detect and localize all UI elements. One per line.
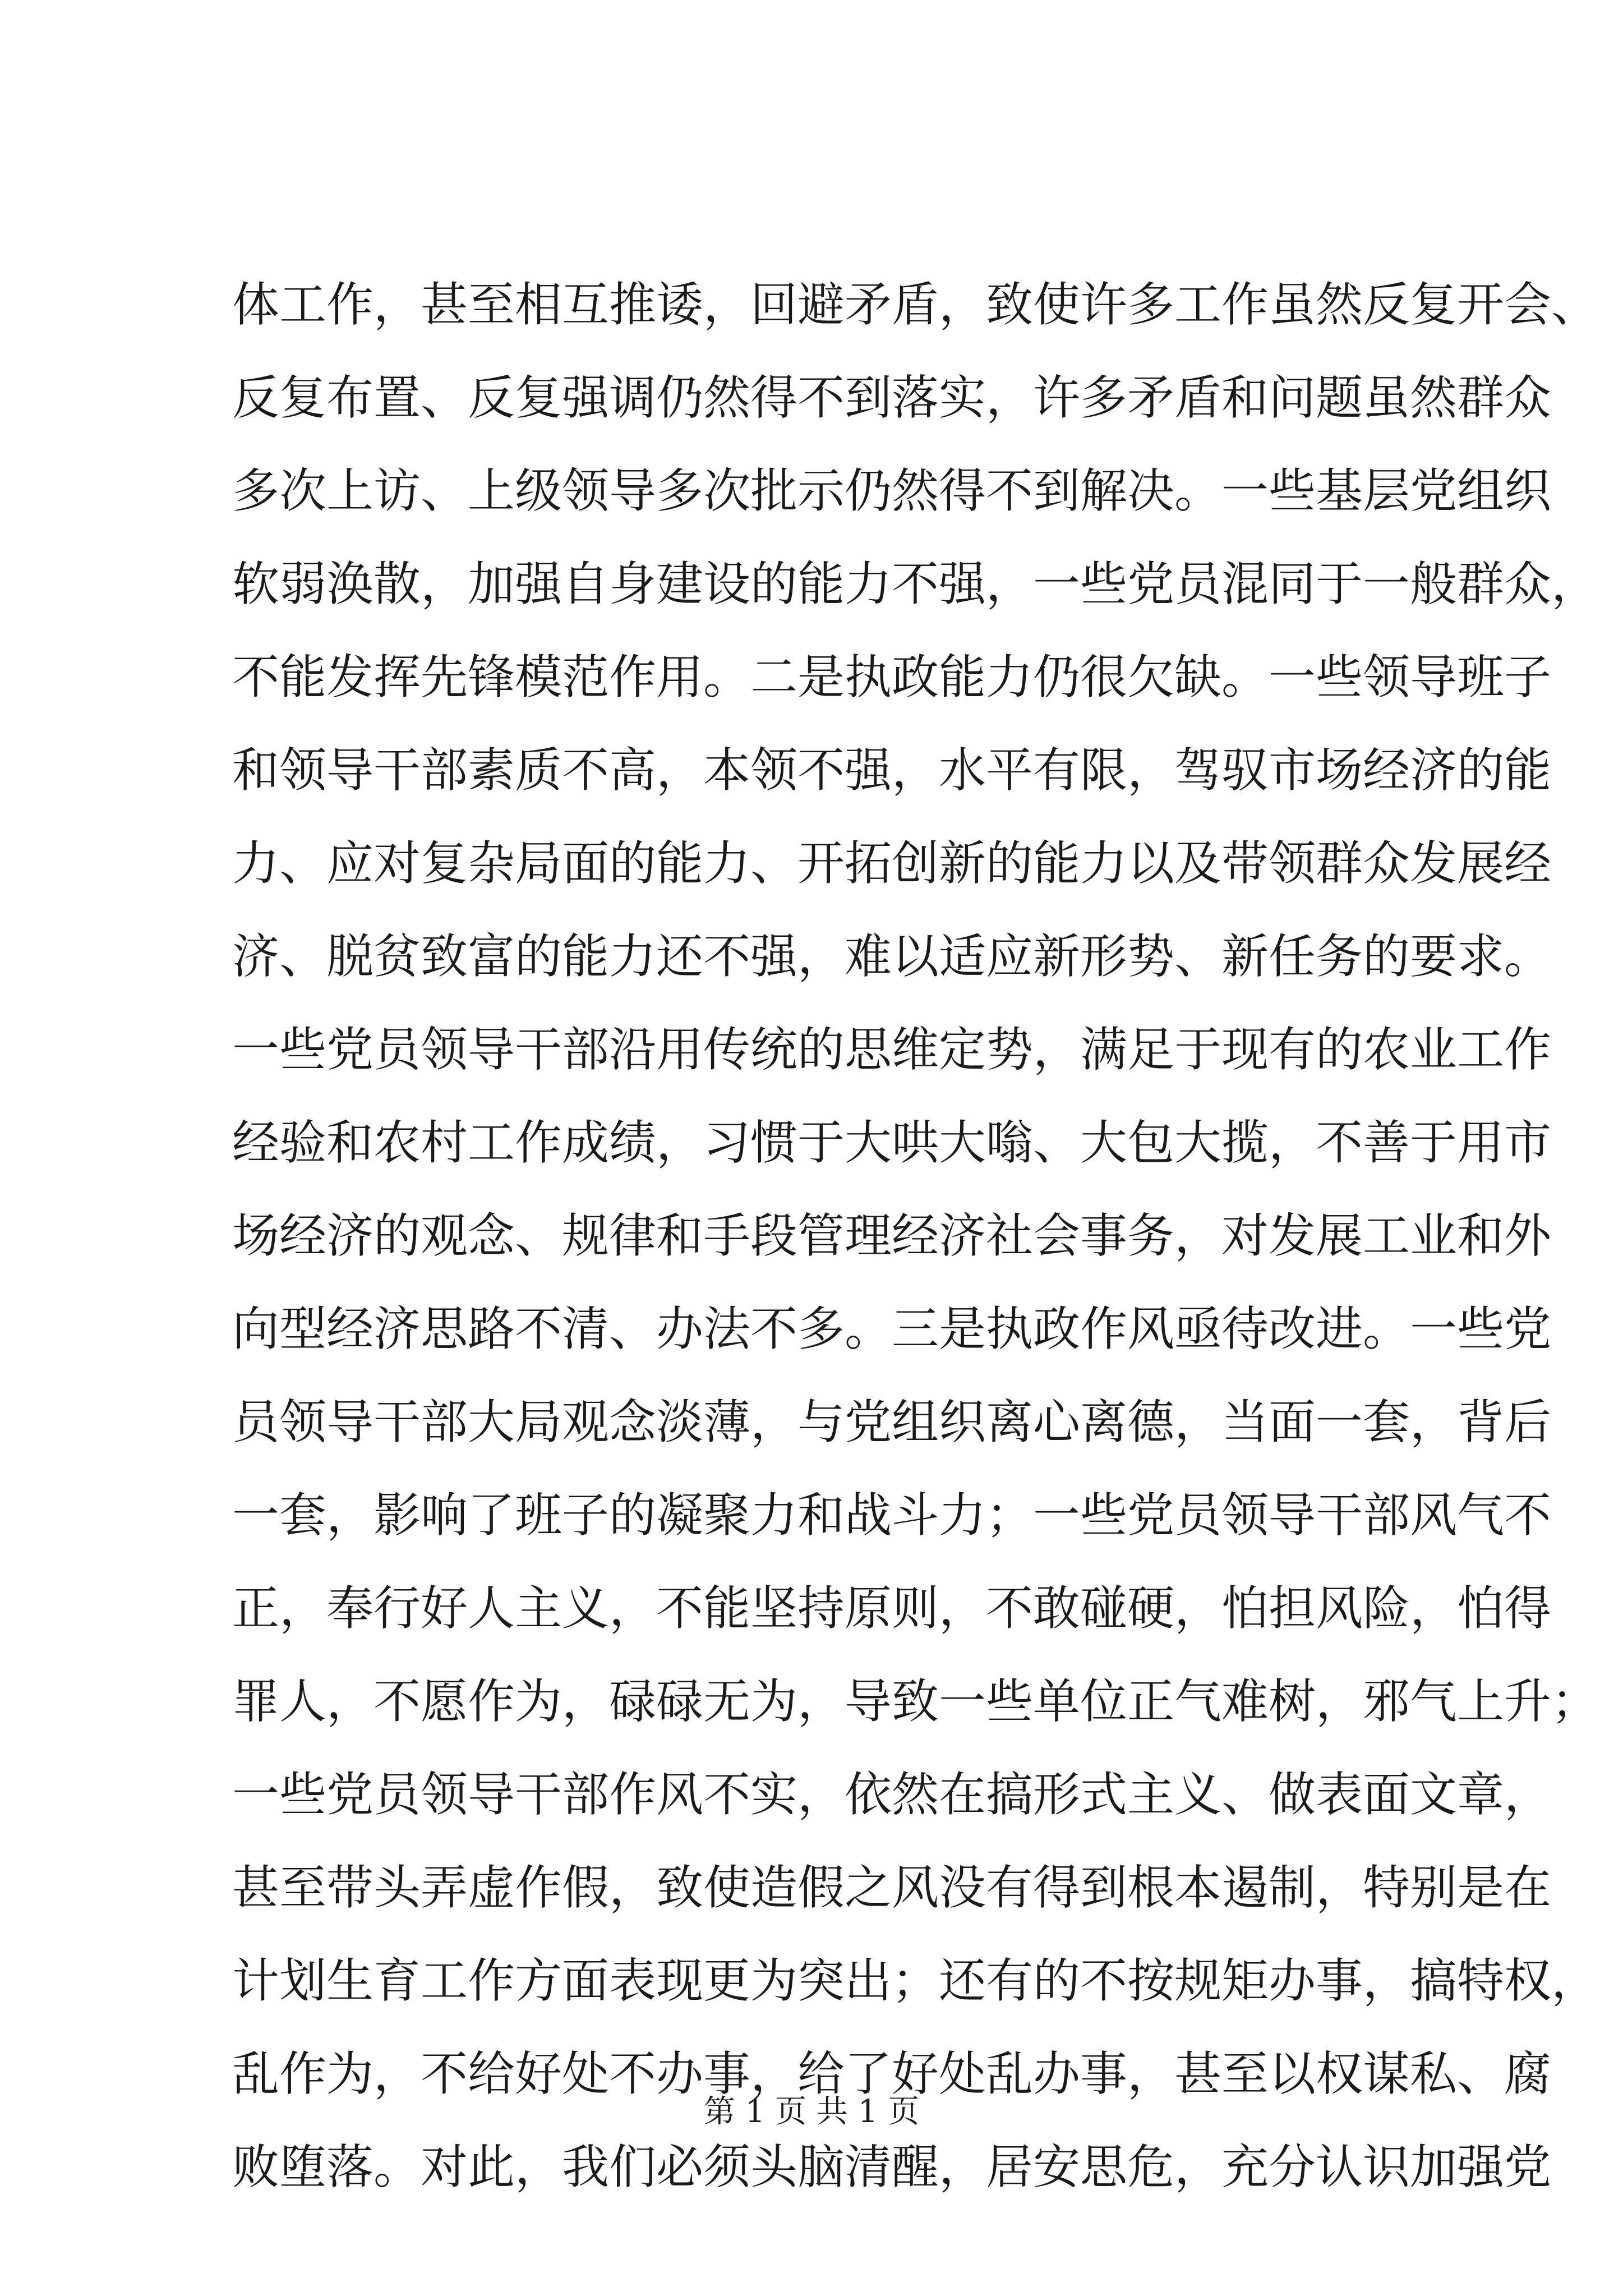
text-line: 一些党员领导干部沿用传统的思维定势，满足于现有的农业工作 xyxy=(232,1022,1552,1077)
text-line: 和领导干部素质不高，本领不强，水平有限，驾驭市场经济的能 xyxy=(232,743,1552,798)
text-line: 罪人，不愿作为，碌碌无为，导致一些单位正气难树，邪气上升； xyxy=(232,1674,1599,1729)
text-line: 体工作，甚至相互推诿，回避矛盾，致使许多工作虽然反复开会、 xyxy=(232,277,1599,332)
text-line: 力、应对复杂局面的能力、开拓创新的能力以及带领群众发展经 xyxy=(232,836,1552,891)
text-line: 反复布置、反复强调仍然得不到落实，许多矛盾和问题虽然群众 xyxy=(232,370,1552,425)
text-line: 济、脱贫致富的能力还不强，难以适应新形势、新任务的要求。 xyxy=(232,929,1552,984)
text-line: 向型经济思路不清、办法不多。三是执政作风亟待改进。一些党 xyxy=(232,1301,1552,1356)
text-line: 多次上访、上级领导多次批示仍然得不到解决。一些基层党组织 xyxy=(232,463,1552,518)
text-line: 败堕落。对此，我们必须头脑清醒，居安思危，充分认识加强党 xyxy=(232,2139,1552,2194)
text-line: 软弱涣散，加强自身建设的能力不强，一些党员混同于一般群众， xyxy=(232,556,1599,611)
text-line: 正，奉行好人主义，不能坚持原则，不敢碰硬，怕担风险，怕得 xyxy=(232,1581,1552,1636)
text-line: 不能发挥先锋模范作用。二是执政能力仍很欠缺。一些领导班子 xyxy=(232,650,1552,705)
text-line: 乱作为，不给好处不办事，给了好处乱办事，甚至以权谋私、腐 xyxy=(232,2046,1552,2101)
text-line: 员领导干部大局观念淡薄，与党组织离心离德，当面一套，背后 xyxy=(232,1395,1552,1450)
body-text xyxy=(232,258,1599,2214)
text-line: 经验和农村工作成绩，习惯于大哄大嗡、大包大揽，不善于用市 xyxy=(232,1115,1552,1170)
text-line: 一些党员领导干部作风不实，依然在搞形式主义、做表面文章， xyxy=(232,1767,1552,1822)
text-line: 场经济的观念、规律和手段管理经济社会事务，对发展工业和外 xyxy=(232,1208,1552,1263)
text-line: 计划生育工作方面表现更为突出；还有的不按规矩办事，搞特权， xyxy=(232,1953,1599,2008)
text-line: 甚至带头弄虚作假，致使造假之风没有得到根本遏制，特别是在 xyxy=(232,1860,1552,1915)
text-line: 一套，影响了班子的凝聚力和战斗力；一些党员领导干部风气不 xyxy=(232,1488,1552,1543)
page-number-footer: 第 1 页 共 1 页 xyxy=(703,2093,920,2130)
